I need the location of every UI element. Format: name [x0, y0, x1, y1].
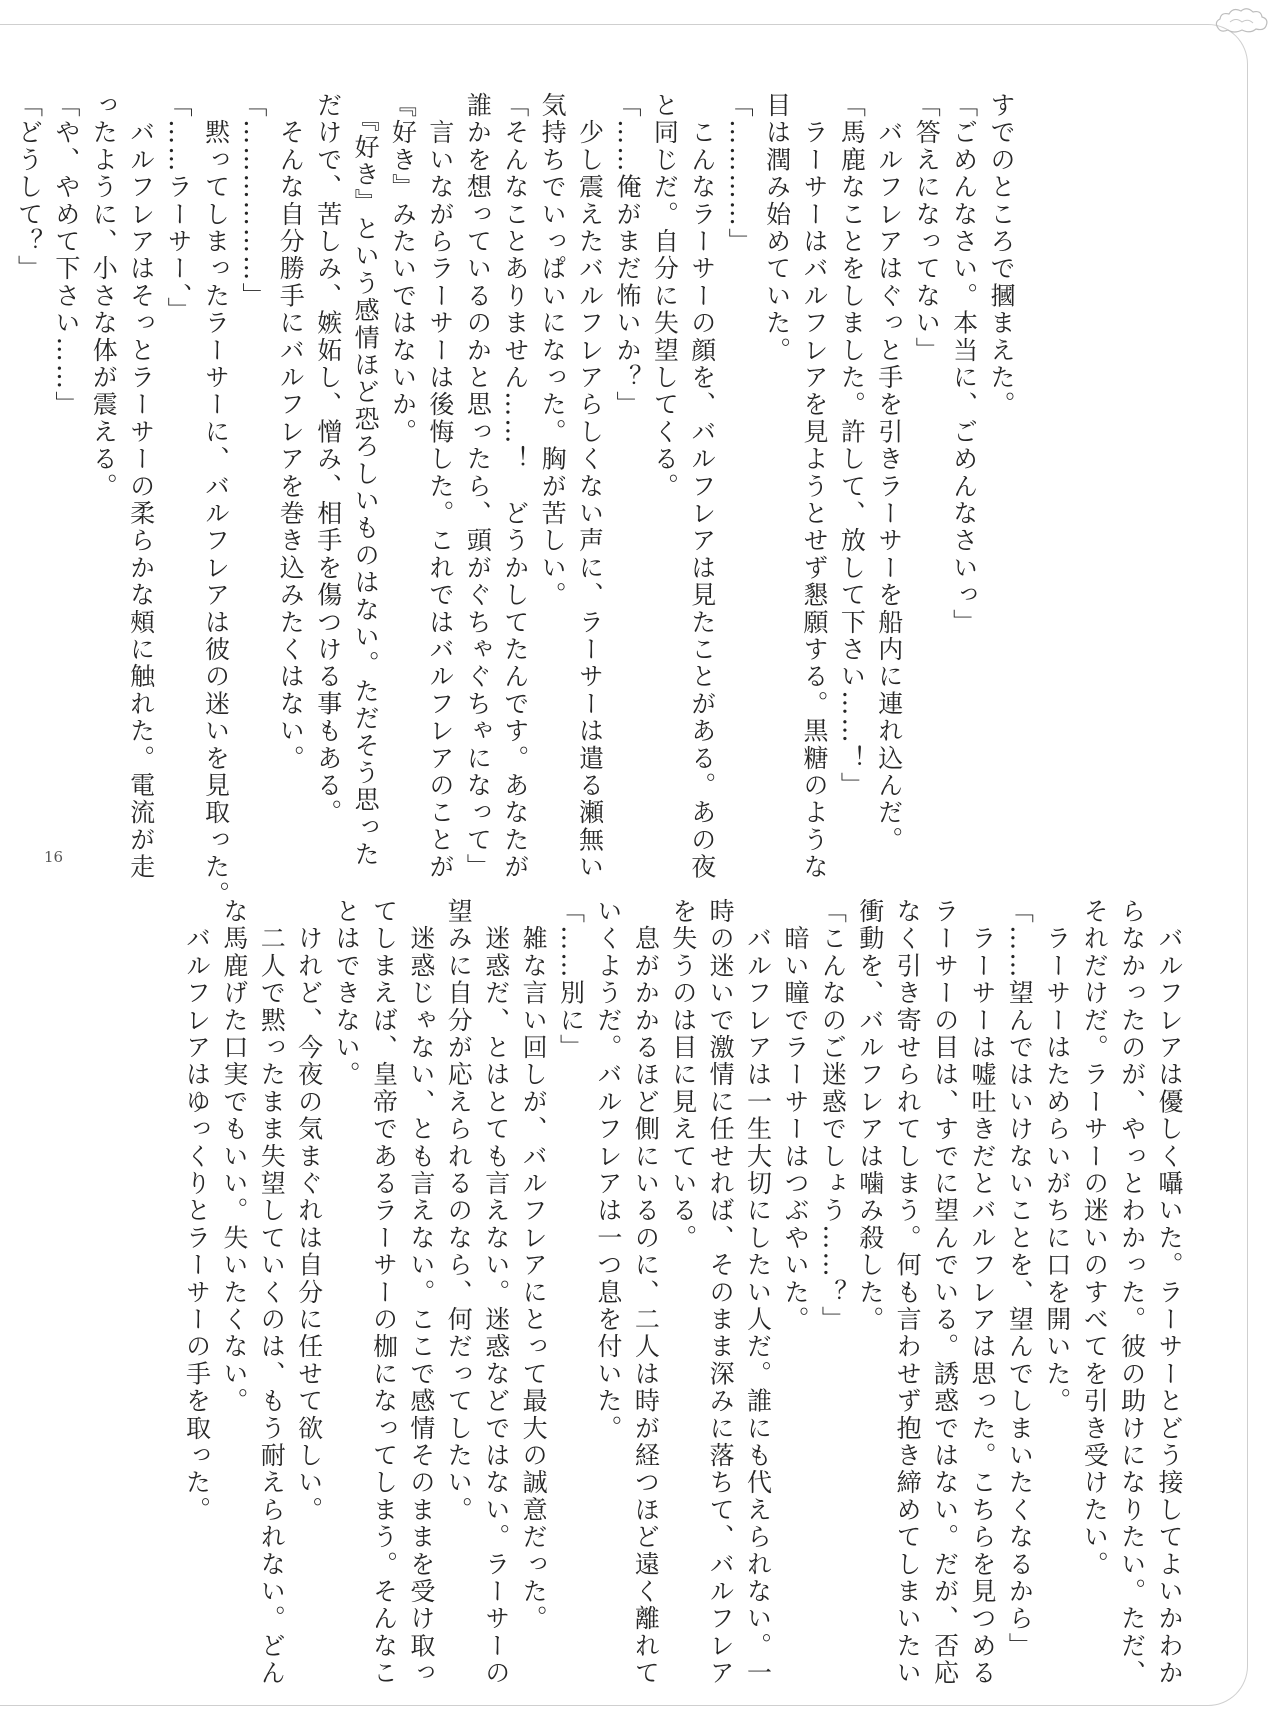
text-line: 「答えになってない」: [912, 92, 942, 364]
text-line: そんな自分勝手にバルフレアを巻き込みたくはない。: [276, 92, 306, 772]
text-line: 気持ちでいっぱいになった。胸が苦しい。: [538, 92, 568, 609]
text-line: を失うのは目に見えている。: [668, 898, 698, 1252]
cloud-ornament-icon: [1212, 4, 1272, 36]
text-line: ラーサーはバルフレアを見ようとせず懇願する。黒糖のような: [799, 92, 829, 881]
text-line: らなかったのが、やっとわかった。彼の助けになりたい。ただ、: [1117, 898, 1147, 1687]
text-line: 「……俺がまだ怖いか？」: [612, 92, 642, 419]
page-number: 16: [44, 848, 64, 866]
text-line: とはできない。: [332, 898, 362, 1089]
text-line: 雑な言い回しが、バルフレアにとって最大の誠意だった。: [519, 898, 549, 1633]
text-line: てしまえば、皇帝であるラーサーの枷になってしまう。そんなこ: [369, 898, 399, 1687]
text-line: 息がかかるほど側にいるのに、二人は時が経つほど遠く離れて: [631, 898, 661, 1687]
lower-text-column: [182, 898, 1188, 1687]
text-line: 目は潤み始めていた。: [762, 92, 792, 364]
text-line: 「そんなことありません……！ どうかしてたんです。あなたが: [500, 92, 530, 881]
text-line: 望みに自分が応えられるのなら、何だってしたい。: [444, 898, 474, 1524]
text-line: 二人で黙ったまま失望していくのは、もう耐えられない。どん: [257, 898, 287, 1687]
text-line: バルフレアはぐっと手を引きラーサーを船内に連れ込んだ。: [874, 92, 904, 854]
text-line: 言いながらラーサーは後悔した。これではバルフレアのことが: [425, 92, 455, 881]
text-line: 「ごめんなさい。本当に、ごめんなさいっ」: [949, 92, 979, 636]
text-line: な馬鹿げた口実でもいい。失いたくない。: [219, 898, 249, 1415]
text-line: なく引き寄せられてしまう。何も言わせず抱き締めてしまいたい: [893, 898, 923, 1687]
text-line: だけで、苦しみ、嫉妬し、憎み、相手を傷つける事もある。: [313, 92, 343, 827]
text-line: 「……別に」: [556, 898, 586, 1062]
text-line: 暗い瞳でラーサーはつぶやいた。: [780, 898, 810, 1334]
text-line: けれど、今夜の気まぐれは自分に任せて欲しい。: [294, 898, 324, 1524]
text-line: バルフレアは一生大切にしたい人だ。誰にも代えられない。一: [743, 898, 773, 1687]
text-line: いくようだ。バルフレアは一つ息を付いた。: [593, 898, 623, 1442]
text-line: 『好き』みたいではないか。: [388, 92, 418, 446]
text-line: 「……ラーサー、」: [164, 92, 194, 325]
text-line: バルフレアは優しく囁いた。ラーサーとどう接してよいかわか: [1155, 898, 1184, 1687]
text-line: ラーサーは嘘吐きだとバルフレアは思った。こちらを見つめる: [967, 898, 997, 1687]
text-line: 少し震えたバルフレアらしくない声に、ラーサーは遣る瀬無い: [575, 92, 605, 881]
text-line: 「こんなのご迷惑でしょう……？」: [818, 898, 848, 1334]
text-line: 衝動を、バルフレアは噛み殺した。: [855, 898, 885, 1334]
text-line: 「や、やめて下さい……」: [51, 92, 81, 419]
text-line: 「どうして？」: [14, 92, 44, 283]
text-line: こんなラーサーの顔を、バルフレアは見たことがある。あの夜: [687, 92, 717, 881]
text-line: 「馬鹿なことをしました。許して、放して下さい……！」: [837, 92, 867, 800]
text-line: 黙ってしまったラーサーに、バルフレアは彼の迷いを見取った。: [201, 92, 231, 908]
text-line: すでのところで摑まえた。: [987, 92, 1016, 419]
text-line: ラーサーの目は、すでに望んでいる。誘惑ではない。だが、否応: [930, 898, 960, 1687]
text-line: と同じだ。自分に失望してくる。: [650, 92, 680, 500]
text-line: バルフレアはそっとラーサーの柔らかな頰に触れた。電流が走: [126, 92, 156, 881]
text-line: 「………………」: [238, 92, 268, 310]
text-line: 迷惑じゃない、とも言えない。ここで感情そのままを受け取っ: [406, 898, 436, 1687]
text-line: 「……望んではいけないことを、望んでしまいたくなるから」: [1005, 898, 1035, 1660]
text-line: 『好き』という感情ほど恐ろしいものはない。ただそう思った: [351, 92, 381, 869]
text-line: ラーサーはためらいがちに口を開いた。: [1042, 898, 1072, 1415]
text-line: 「…………」: [725, 92, 755, 256]
text-line: バルフレアはゆっくりとラーサーの手を取った。: [182, 898, 212, 1524]
text-line: 迷惑だ、とはとても言えない。迷惑などではない。ラーサーの: [481, 898, 511, 1687]
text-line: 誰かを想っているのかと思ったら、頭がぐちゃぐちゃになって」: [463, 92, 493, 881]
text-line: それだけだ。ラーサーの迷いのすべてを引き受けたい。: [1080, 898, 1110, 1578]
text-line: 時の迷いで激情に任せれば、そのまま深みに落ちて、バルフレア: [706, 898, 736, 1687]
text-line: ったように、小さな体が震える。: [89, 92, 119, 500]
